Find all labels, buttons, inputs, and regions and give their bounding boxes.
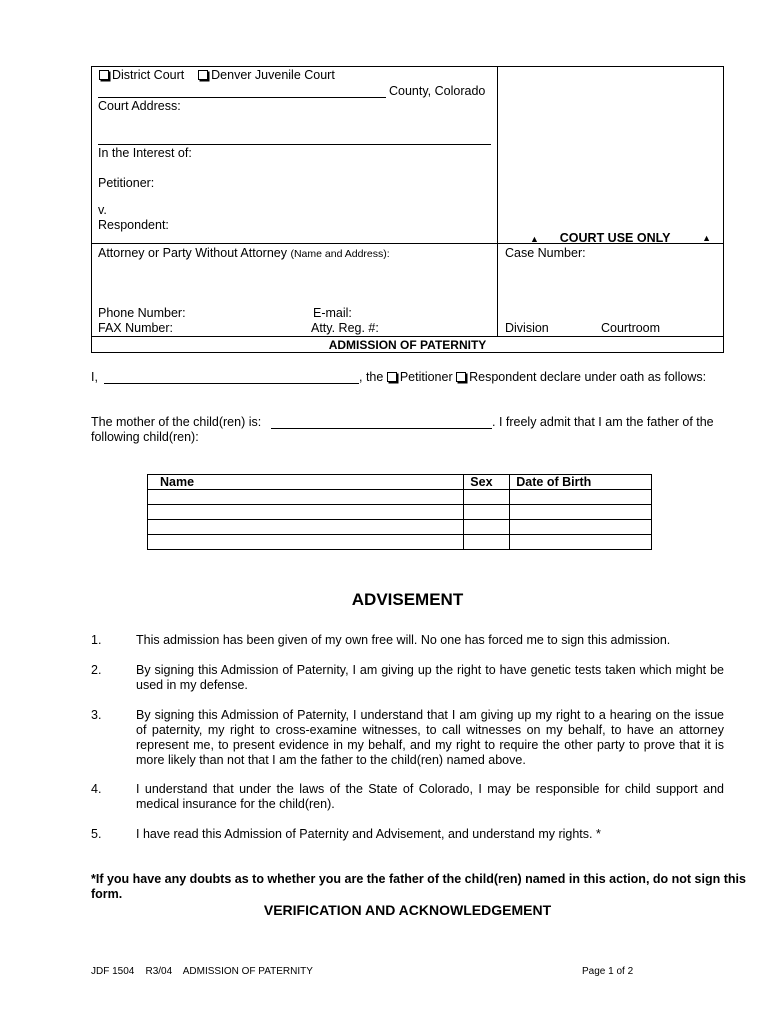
name-cell[interactable] xyxy=(148,520,464,535)
advisement-title: ADVISEMENT xyxy=(351,590,464,609)
respondent-label: Respondent: xyxy=(98,218,169,232)
father-admit-text: . I freely admit that I am the father of the xyxy=(492,415,714,429)
address-line[interactable] xyxy=(98,144,491,145)
table-row[interactable] xyxy=(148,505,652,520)
district-court-label: District Court xyxy=(112,68,185,82)
case-number-label: Case Number: xyxy=(505,246,586,260)
petitioner-label: Petitioner: xyxy=(98,176,155,190)
sex-cell[interactable] xyxy=(464,490,510,505)
title-divider xyxy=(91,336,724,337)
footer-left xyxy=(91,966,313,977)
form-title: ADMISSION OF PATERNITY xyxy=(328,338,487,352)
sex-cell[interactable] xyxy=(464,520,510,535)
table-row[interactable] xyxy=(148,490,652,505)
table-row[interactable] xyxy=(148,520,652,535)
respondent-option: Respondent declare under oath as follows: xyxy=(469,370,707,384)
court-address-label: Court Address: xyxy=(98,99,181,113)
phone-label: Phone Number: xyxy=(98,306,186,320)
children-table xyxy=(147,474,652,550)
court-use-only xyxy=(530,231,715,245)
advisement-item: By signing this Admission of Paternity, I understand that I am giving up my right to a hearing on the issue of paternity, my right to cross-examine witnesses, to call witnesses on my behalf, to have an attorney represent me, to present evidence in my behalf, and my right to require the other party to prove that it is more likely than not that I am the father to the child(ren) named above. xyxy=(136,708,724,767)
name-cell[interactable] xyxy=(148,535,464,550)
item-number: 5. xyxy=(91,827,102,841)
division-label: Division xyxy=(505,321,549,335)
table-row[interactable] xyxy=(148,535,652,550)
dob-cell[interactable] xyxy=(510,490,652,505)
item-number: 3. xyxy=(91,708,102,722)
arrow-up-icon: ▲ xyxy=(530,234,539,244)
name-cell[interactable] xyxy=(148,490,464,505)
warning-note: *If you have any doubts as to whether you are the father of the child(ren) named in this action, do not sign this form. xyxy=(91,872,746,901)
attorney-label-text: Attorney or Party Without Attorney xyxy=(98,246,287,260)
name-header: Name xyxy=(148,475,464,490)
footer-page: Page 1 of 2 xyxy=(582,966,634,977)
atty-reg-label: Atty. Reg. #: xyxy=(311,321,379,335)
mother-name-line[interactable] xyxy=(271,428,492,429)
footer-revision: R3/04 xyxy=(145,966,173,977)
fax-label: FAX Number: xyxy=(98,321,174,335)
declaration-prefix: I, xyxy=(91,370,98,384)
declaration-row xyxy=(359,370,706,384)
attorney-sub-label: (Name and Address): xyxy=(290,248,390,260)
table-header-row xyxy=(148,475,652,490)
court-type-row xyxy=(99,68,335,82)
advisement-item: By signing this Admission of Paternity, I am giving up the right to have genetic tests taken which might be used in my defense. xyxy=(136,663,724,692)
advisement-item: I understand that under the laws of the State of Colorado, I may be responsible for child support and medical insurance for the child(ren). xyxy=(136,782,724,811)
court-use-only-label: COURT USE ONLY xyxy=(559,231,671,245)
dob-cell[interactable] xyxy=(510,535,652,550)
mother-text: The mother of the child(ren) is: xyxy=(91,415,262,429)
juvenile-court-checkbox[interactable] xyxy=(198,70,208,80)
item-number: 2. xyxy=(91,663,102,677)
sex-cell[interactable] xyxy=(464,505,510,520)
advisement-item: This admission has been given of my own free will. No one has forced me to sign this admission. xyxy=(136,633,671,647)
sex-cell[interactable] xyxy=(464,535,510,550)
footer-form-id: JDF 1504 xyxy=(91,966,135,977)
juvenile-court-label: Denver Juvenile Court xyxy=(211,68,335,82)
dob-cell[interactable] xyxy=(510,520,652,535)
dob-header: Date of Birth xyxy=(510,475,652,490)
caption-divider xyxy=(497,66,498,337)
item-number: 1. xyxy=(91,633,102,647)
dob-cell[interactable] xyxy=(510,505,652,520)
declarant-name-line[interactable] xyxy=(104,383,359,384)
respondent-checkbox[interactable] xyxy=(456,372,466,382)
declaration-middle: , the xyxy=(359,370,384,384)
caption-box xyxy=(91,66,724,353)
item-number: 4. xyxy=(91,782,102,796)
sex-header: Sex xyxy=(464,475,510,490)
interest-label: In the Interest of: xyxy=(98,146,192,160)
children-intro: following child(ren): xyxy=(91,430,199,444)
courtroom-label: Courtroom xyxy=(601,321,661,335)
attorney-label xyxy=(98,246,390,260)
county-label: County, Colorado xyxy=(389,84,486,98)
district-court-checkbox[interactable] xyxy=(99,70,109,80)
v-label: v. xyxy=(98,203,107,217)
county-line[interactable] xyxy=(98,97,386,98)
name-cell[interactable] xyxy=(148,505,464,520)
advisement-item: I have read this Admission of Paternity and Advisement, and understand my rights. * xyxy=(136,827,601,841)
petitioner-checkbox[interactable] xyxy=(387,372,397,382)
arrow-up-icon: ▲ xyxy=(702,233,711,243)
petitioner-option: Petitioner xyxy=(399,370,453,384)
footer-form-name: ADMISSION OF PATERNITY xyxy=(182,966,313,977)
verification-title: VERIFICATION AND ACKNOWLEDGEMENT xyxy=(263,902,552,918)
email-label: E-mail: xyxy=(313,306,352,320)
